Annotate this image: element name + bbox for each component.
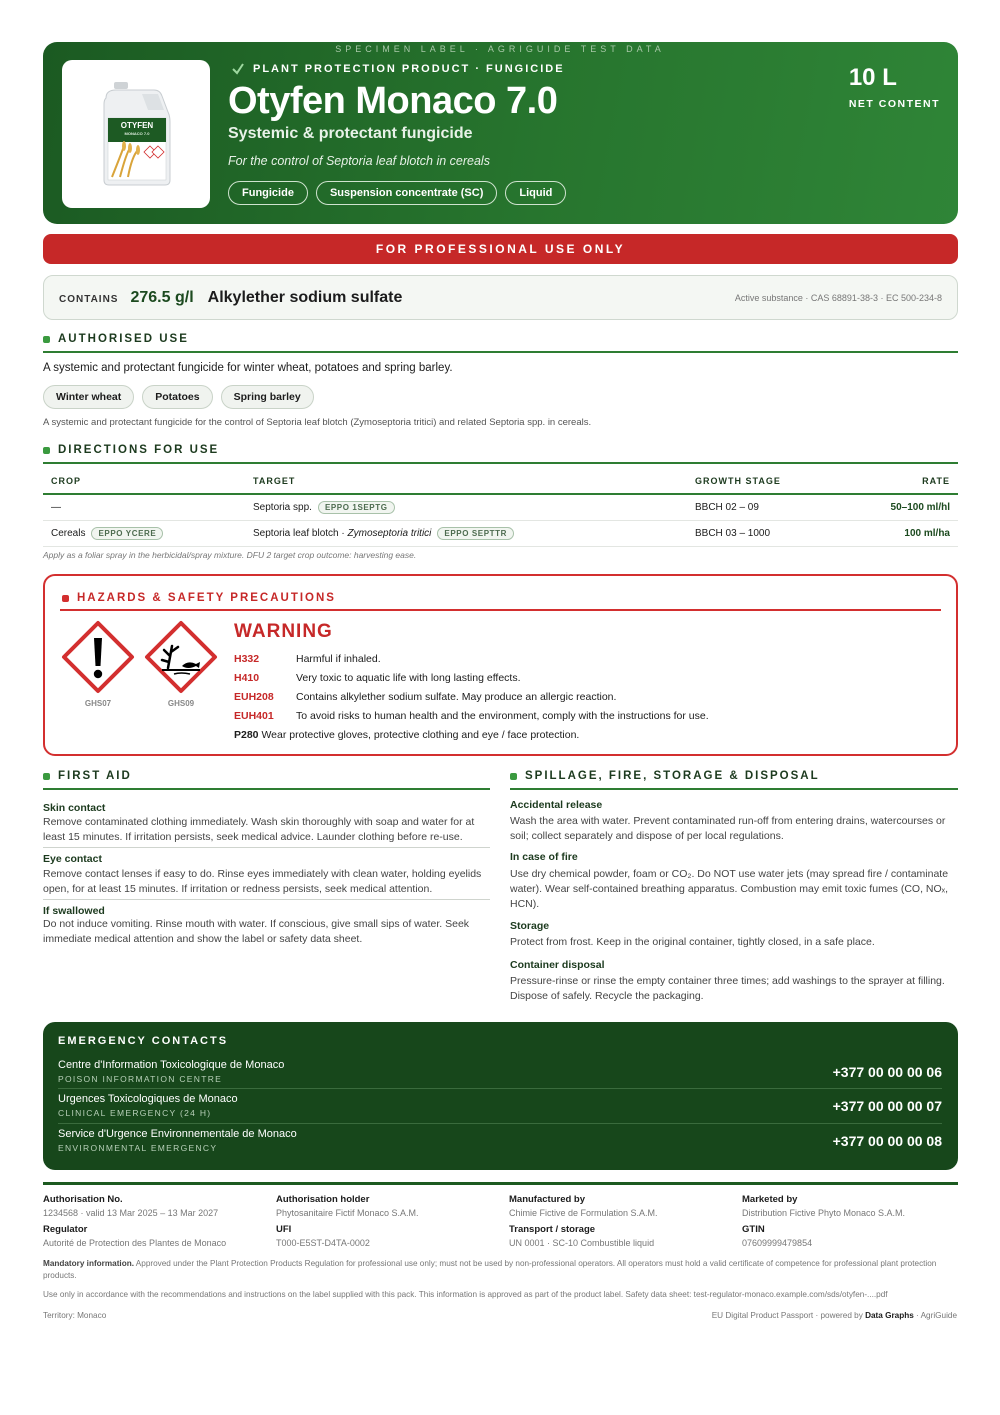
first-aid-item-title: If swallowed bbox=[43, 905, 105, 917]
spillage-title: SPILLAGE, FIRE, STORAGE & DISPOSAL bbox=[525, 770, 820, 782]
hazard-statement: EUH208 Contains alkylether sodium sulfate. May produce an allergic reaction. bbox=[234, 690, 617, 703]
crop-list bbox=[43, 385, 314, 409]
emergency-contacts-panel bbox=[43, 1022, 958, 1170]
tag-state: Liquid bbox=[505, 181, 566, 205]
tag-fungicide: Fungicide bbox=[228, 181, 308, 205]
ghs-code: GHS07 bbox=[84, 699, 112, 708]
col-growth-stage: GROWTH STAGE bbox=[687, 470, 857, 494]
authorised-use-heading bbox=[43, 333, 189, 345]
first-aid-item-text: Do not induce vomiting. Rinse mouth with water. If conscious, give small sips of water. Seek immediate medical attention and show the label or safety data sheet. bbox=[43, 918, 470, 945]
section-divider bbox=[510, 788, 958, 790]
footer-manufacturer: Manufactured by Chimie Fictive de Formulation S.A.M. bbox=[509, 1194, 658, 1218]
product-subtitle: Systemic & protectant fungicide bbox=[228, 125, 473, 142]
col-crop: CROP bbox=[43, 470, 245, 494]
contains-box bbox=[43, 275, 958, 320]
bullet-icon bbox=[62, 595, 69, 602]
footer-authorisation-no: Authorisation No. 1234568 · valid 13 Mar 2025 – 13 Mar 2027 bbox=[43, 1194, 219, 1218]
professional-use-banner: FOR PROFESSIONAL USE ONLY bbox=[43, 234, 958, 264]
spillage-item-text: Pressure-rinse or rinse the empty container three times; add washings to the sprayer at filling. Dispose of safely. Recycle the packaging. bbox=[510, 975, 945, 1002]
product-claim: For the control of Septoria leaf blotch in cereals bbox=[228, 154, 490, 168]
emergency-contact bbox=[58, 1128, 942, 1153]
jerrycan-image bbox=[102, 82, 172, 186]
target-cell: Septoria leaf blotch · Zymoseptoria tritici EPPO SEPTTR bbox=[245, 521, 687, 547]
spillage-item-title: Container disposal bbox=[510, 959, 605, 971]
authorised-use-title: AUTHORISED USE bbox=[58, 333, 189, 345]
footer-authorisation-holder: Authorisation holder Phytosanitaire Fictif Monaco S.A.M. bbox=[276, 1194, 419, 1218]
crop-pill: Spring barley bbox=[221, 385, 314, 409]
crop-cell: — bbox=[43, 494, 245, 521]
hazard-statements bbox=[234, 650, 709, 725]
col-target: TARGET bbox=[245, 470, 687, 494]
footer-ufi: UFI T000-E5ST-D4TA-0002 bbox=[276, 1224, 370, 1248]
hazard-statement: H332 Harmful if inhaled. bbox=[234, 653, 381, 666]
spillage-heading bbox=[510, 770, 820, 782]
authorised-use-intro: A systemic and protectant fungicide for winter wheat, potatoes and spring barley. bbox=[43, 362, 453, 374]
table-row bbox=[43, 494, 958, 521]
section-divider bbox=[43, 462, 958, 464]
product-header bbox=[43, 42, 958, 224]
stage-cell: BBCH 03 – 1000 bbox=[687, 521, 857, 547]
item-divider bbox=[43, 847, 490, 848]
eppo-code-badge: EPPO YCERE bbox=[91, 527, 163, 540]
crop-cell: Cereals EPPO YCERE bbox=[43, 521, 245, 547]
first-aid-item-title: Eye contact bbox=[43, 853, 102, 865]
target-cell: Septoria spp. EPPO 1SEPTG bbox=[245, 494, 687, 521]
spillage-item-text: Protect from frost. Keep in the original container, tightly closed, in a safe place. bbox=[510, 936, 875, 948]
directions-footnote: Apply as a foliar spray in the herbicidal/spray mixture. DFU 2 target crop outcome: harvesting ease. bbox=[43, 550, 417, 560]
spillage-item-title: Storage bbox=[510, 920, 550, 932]
contact-phone[interactable]: +377 00 00 00 07 bbox=[832, 1097, 942, 1114]
rate-cell: 50–100 ml/hl bbox=[857, 494, 958, 521]
product-title: Otyfen Monaco 7.0 bbox=[228, 80, 558, 122]
authorised-use-scope: A systemic and protectant fungicide for the control of Septoria leaf blotch (Zymoseptoria tritici) and related Septoria spp. in cereals. bbox=[43, 417, 592, 428]
first-aid-item-text: Remove contaminated clothing immediately. Wash skin thoroughly with soap and water for at least 15 minutes. If irritation persists, seek medical advice. Launder clothing before re-use. bbox=[43, 816, 475, 843]
directions-table bbox=[43, 470, 958, 547]
volume-value: 10 L bbox=[848, 64, 897, 91]
item-divider bbox=[43, 899, 490, 900]
mandatory-information: Mandatory information. Approved under the Plant Protection Products Regulation for professional use only; must not be used by non-professional operators. All operators must hold a valid certificate of competence for professional plant protection products. bbox=[43, 1259, 937, 1280]
signal-word: WARNING bbox=[234, 621, 333, 642]
rate-cell: 100 ml/ha bbox=[857, 521, 958, 547]
col-rate: RATE bbox=[857, 470, 958, 494]
directions-heading bbox=[43, 444, 219, 456]
emergency-contact bbox=[58, 1059, 942, 1084]
eppo-code-badge: EPPO SEPTTR bbox=[437, 527, 514, 540]
contact-phone[interactable]: +377 00 00 00 08 bbox=[832, 1132, 942, 1149]
check-icon bbox=[231, 62, 245, 76]
product-tags bbox=[228, 181, 566, 205]
volume-label: NET CONTENT bbox=[848, 98, 940, 110]
spillage-item-text: Use dry chemical powder, foam or CO₂. Do NOT use water jets (may spread fire / contaminate water). Wear self-contained breathing apparatus. Combustion may emit toxic fumes (CO, NOₓ, HCN). bbox=[510, 868, 949, 910]
environment-hazard-icon bbox=[144, 620, 218, 694]
powered-by: EU Digital Product Passport · powered by Data Graphs · AgriGuide bbox=[711, 1311, 957, 1320]
data-graphs-link[interactable]: Data Graphs bbox=[865, 1311, 914, 1320]
section-divider bbox=[60, 609, 941, 611]
active-substance: Alkylether sodium sulfate bbox=[207, 288, 403, 306]
footer-regulator: Regulator Autorité de Protection des Plantes de Monaco bbox=[43, 1224, 227, 1248]
stage-cell: BBCH 02 – 09 bbox=[687, 494, 857, 521]
contains-label: CONTAINS bbox=[59, 293, 119, 305]
bullet-icon bbox=[43, 336, 50, 343]
eyebrow-text: PLANT PROTECTION PRODUCT · FUNGICIDE bbox=[253, 63, 565, 75]
contact-name: Urgences Toxicologiques de Monaco bbox=[58, 1093, 238, 1105]
crop-pill: Potatoes bbox=[142, 385, 212, 409]
hazard-statement: EUH401 To avoid risks to human health and the environment, comply with the instructions for use. bbox=[234, 709, 709, 722]
eppo-code-badge: EPPO 1SEPTG bbox=[318, 501, 395, 514]
contact-type: ENVIRONMENTAL EMERGENCY bbox=[58, 1143, 218, 1153]
first-aid-title: FIRST AID bbox=[58, 770, 132, 782]
section-divider bbox=[43, 788, 490, 790]
specimen-watermark: SPECIMEN LABEL · AGRIGUIDE TEST DATA bbox=[335, 44, 665, 54]
ghs-code: GHS09 bbox=[167, 699, 195, 708]
emergency-heading: EMERGENCY CONTACTS bbox=[58, 1035, 229, 1047]
scientific-name: Zymoseptoria tritici bbox=[347, 528, 432, 539]
hazard-panel bbox=[43, 574, 958, 756]
contact-type: POISON INFORMATION CENTRE bbox=[58, 1074, 223, 1084]
exclamation-mark-icon bbox=[61, 620, 135, 694]
first-aid-heading bbox=[43, 770, 132, 782]
product-image bbox=[62, 60, 210, 208]
spillage-item-text: Wash the area with water. Prevent contaminated run-off from entering drains, watercourses or soil; collect separately and dispose of per local regulations. bbox=[510, 815, 946, 842]
use-instructions-note: Use only in accordance with the recommendations and instructions on the label supplied with this pack. This information is approved as part of the product label. Safety data sheet: test-regulator-monaco.example.com/sds/otyfen-....pdf bbox=[43, 1290, 888, 1299]
footer-transport: Transport / storage UN 0001 · SC-10 Combustible liquid bbox=[509, 1224, 655, 1248]
hazards-heading bbox=[62, 592, 336, 604]
spillage-item-title: Accidental release bbox=[510, 799, 603, 811]
directions-title: DIRECTIONS FOR USE bbox=[58, 444, 220, 456]
tag-formulation: Suspension concentrate (SC) bbox=[316, 181, 497, 205]
substance-meta: Active substance · CAS 68891-38-3 · EC 500-234-8 bbox=[734, 292, 942, 303]
table-row bbox=[43, 521, 958, 547]
contact-divider bbox=[58, 1088, 942, 1089]
bullet-icon bbox=[43, 773, 50, 780]
footer-gtin: GTIN 07609999479854 bbox=[742, 1224, 813, 1248]
contact-phone[interactable]: +377 00 00 00 06 bbox=[832, 1063, 942, 1080]
ghs09-pictogram bbox=[144, 620, 218, 708]
jug-brand-text: OTYFEN bbox=[120, 121, 154, 130]
bullet-icon bbox=[510, 773, 517, 780]
footer-divider bbox=[43, 1182, 958, 1185]
hazard-statement: H410 Very toxic to aquatic life with long lasting effects. bbox=[234, 672, 521, 685]
precautionary-statement: P280 Wear protective gloves, protective clothing and eye / face protection. bbox=[234, 729, 580, 741]
first-aid-item-title: Skin contact bbox=[43, 802, 106, 814]
section-divider bbox=[43, 351, 958, 353]
product-category bbox=[231, 62, 565, 76]
contact-type: CLINICAL EMERGENCY (24 H) bbox=[58, 1108, 212, 1118]
ghs07-pictogram bbox=[61, 620, 135, 708]
footer-marketer: Marketed by Distribution Fictive Phyto Monaco S.A.M. bbox=[742, 1194, 906, 1218]
bullet-icon bbox=[43, 447, 50, 454]
contains-quantity: 276.5 g/l bbox=[130, 288, 194, 306]
contact-name: Service d'Urgence Environnementale de Monaco bbox=[58, 1128, 297, 1140]
territory: Territory: Monaco bbox=[43, 1311, 107, 1320]
jug-model-text: MONACO 7.0 bbox=[124, 131, 150, 136]
net-content bbox=[849, 64, 940, 110]
contact-divider bbox=[58, 1123, 942, 1124]
crop-pill: Winter wheat bbox=[43, 385, 134, 409]
hazards-title: HAZARDS & SAFETY PRECAUTIONS bbox=[77, 592, 336, 604]
contact-name: Centre d'Information Toxicologique de Monaco bbox=[58, 1059, 285, 1071]
emergency-contact bbox=[58, 1093, 942, 1118]
spillage-item-title: In case of fire bbox=[510, 851, 578, 863]
first-aid-item-text: Remove contact lenses if easy to do. Rinse eyes immediately with clean water, holding eyelids open, for at least 15 minutes. If irritation or redness persists, seek medical attention. bbox=[43, 868, 482, 895]
